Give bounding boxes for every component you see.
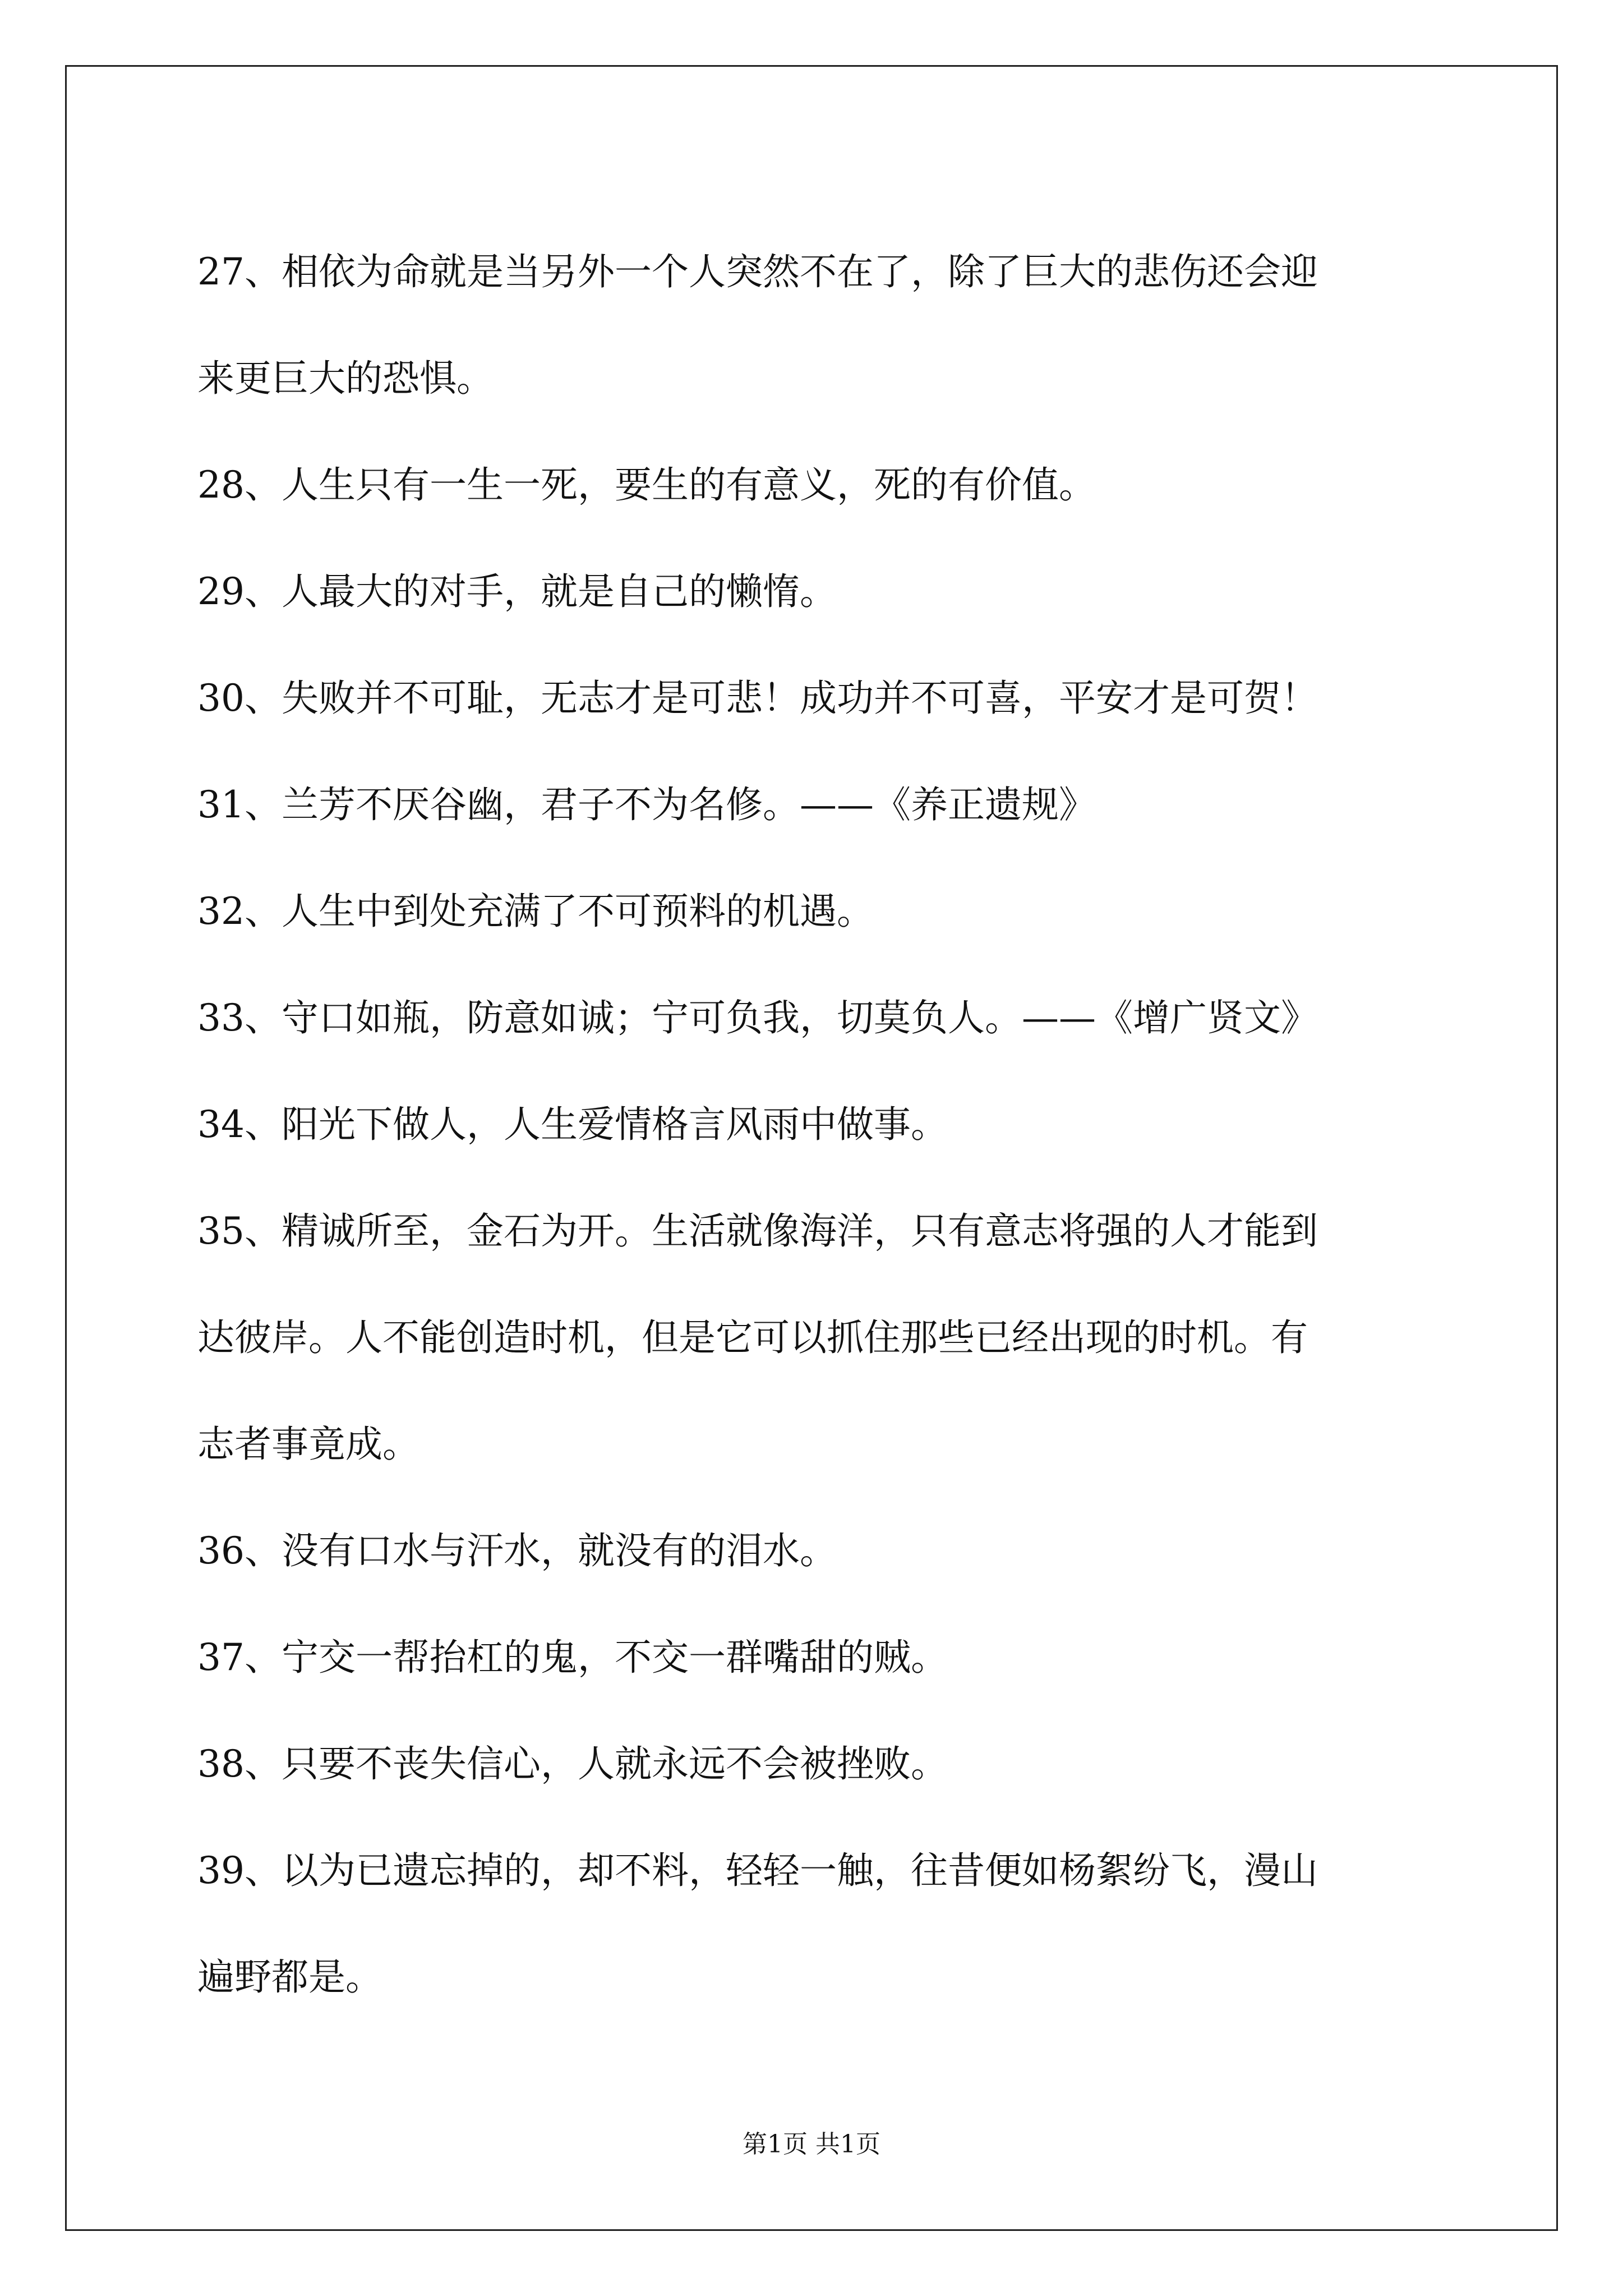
text-line: 33、守口如瓶，防意如诚；宁可负我，切莫负人。——《增广贤文》 [197, 996, 1318, 1039]
text-line: 34、阳光下做人，人生爱情格言风雨中做事。 [197, 1103, 948, 1146]
text-line: 遍野都是。 [197, 1955, 382, 1999]
text-line: 29、人最大的对手，就是自己的懒惰。 [197, 570, 837, 613]
text-line: 38、只要不丧失信心，人就永远不会被挫败。 [197, 1742, 948, 1786]
text-line: 32、人生中到处充满了不可预料的机遇。 [197, 890, 874, 933]
document-body [197, 219, 1454, 2031]
text-line: 28、人生只有一生一死，要生的有意义，死的有价值。 [197, 463, 1096, 507]
text-line: 39、以为已遗忘掉的，却不料，轻轻一触，往昔便如杨絮纷飞，漫山 [197, 1849, 1318, 1892]
text-line: 达彼岸。人不能创造时机，但是它可以抓住那些已经出现的时机。有 [197, 1316, 1308, 1359]
text-line: 来更巨大的恐惧。 [197, 357, 494, 400]
text-line: 27、相依为命就是当另外一个人突然不在了，除了巨大的悲伤还会迎 [197, 250, 1318, 293]
text-line: 37、宁交一帮抬杠的鬼，不交一群嘴甜的贼。 [197, 1636, 948, 1679]
text-line: 35、精诚所至，金石为开。生活就像海洋，只有意志将强的人才能到 [197, 1209, 1318, 1253]
text-line: 31、兰芳不厌谷幽，君子不为名修。——《养正遗规》 [197, 783, 1096, 826]
text-line: 志者事竟成。 [197, 1423, 419, 1466]
page-footer: 第1页 共1页 [743, 2130, 880, 2159]
text-line: 36、没有口水与汗水，就没有的泪水。 [197, 1529, 837, 1572]
text-line: 30、失败并不可耻，无志才是可悲！成功并不可喜，平安才是可贺！ [197, 677, 1318, 720]
